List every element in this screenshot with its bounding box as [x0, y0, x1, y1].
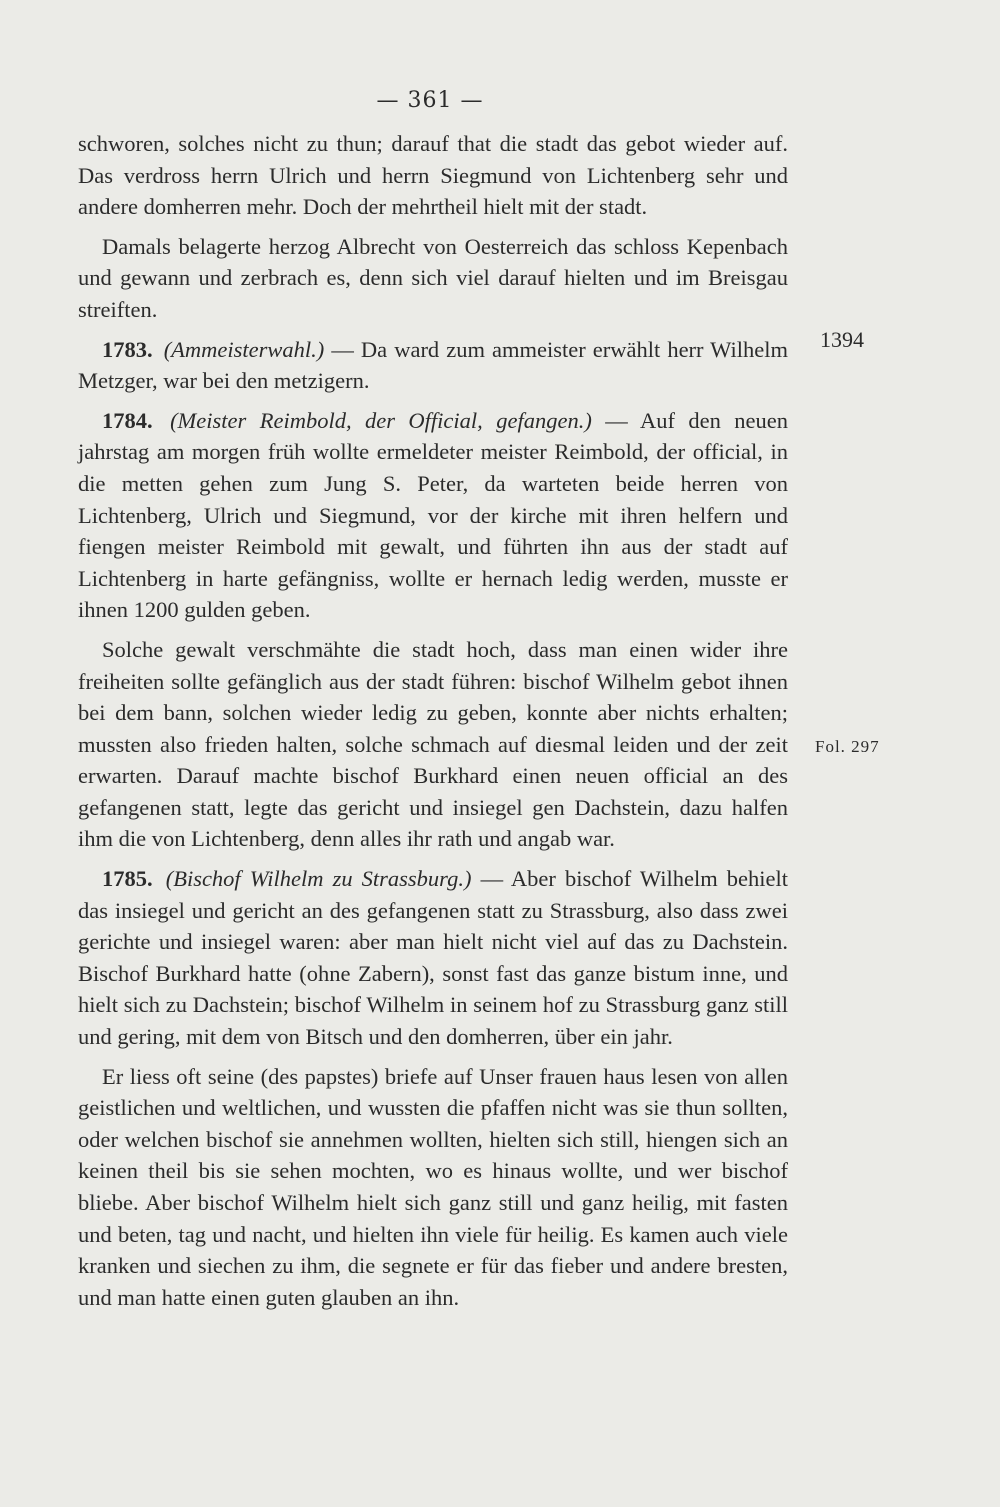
- section-title: (Bischof Wilhelm zu Strassburg.): [165, 866, 472, 892]
- section-1785: [78, 863, 788, 1053]
- paragraph-continued: [78, 128, 788, 223]
- section-title: (Meister Reimbold, der Official, gefangen.): [170, 407, 592, 433]
- paragraph-er: [78, 1061, 788, 1314]
- paragraph-text: Solche gewalt verschmähte die stadt hoch, dass man einen wider ihre freiheiten sollte gefänglich aus der stadt führen: bischof Wilhelm gebot ihnen bei dem bann, solchen wieder ledig zu geben, konnte aber nichts erhalten; mussten also frieden halten, solche schmach auf diesmal leiden und der zeit erwarten. Darauf machte bischof Burkhard einen neuen official an des gefangenen statt, legte das gericht und insiegel gen Dachstein, dazu halfen ihm die von Lichtenberg, denn alles ihr rath und angab war.: [78, 636, 788, 852]
- margin-note-folio: Fol. 297: [815, 737, 880, 756]
- paragraph-text: schworen, solches nicht zu thun; darauf that die stadt das gebot wieder auf. Das verdross herrn Ulrich und herrn Siegmund von Lichtenberg sehr und andere domherren mehr. Doch der mehrtheil hielt mit der stadt.: [78, 131, 788, 220]
- paragraph-solche: [78, 634, 788, 855]
- section-1784: [78, 405, 788, 626]
- margin-note-year: 1394: [820, 327, 864, 352]
- section-title: (Ammeisterwahl.): [163, 336, 325, 362]
- paragraph-damals: [78, 231, 788, 326]
- main-text: [78, 128, 788, 1321]
- section-1783: [78, 334, 788, 397]
- page-number: — 361 —: [376, 88, 484, 113]
- section-text: — Auf den neuen jahrstag am morgen früh wollte ermeldeter meister Reimbold, der official, in die metten gehen zum Jung S. Peter, da warteten beide herren von Lichtenberg, Ulrich und Siegmund, vor der kirche mit ihren helfern und fiengen meister Reimbold mit gewalt, und führten ihn aus der stadt auf Lichtenberg in harte gefängniss, wollte er hernach ledig werden, musste er ihnen 1200 gulden geben.: [78, 407, 789, 623]
- section-text: — Aber bischof Wilhelm behielt das insiegel und gericht an des gefangenen statt zu Strassburg, also dass zwei gerichte und insiegel waren: aber man hielt nicht viel auf das zu Dachstein. Bischof Burkhard hatte (ohne Zabern), sonst fast das ganze bistum inne, und hielt sich zu Dachstein; bischof Wilhelm in seinem hof zu Strassburg ganz still und gering, mit dem von Bitsch und den domherren, über ein jahr.: [78, 866, 788, 1050]
- section-number: 1785.: [102, 866, 153, 892]
- section-number: 1784.: [102, 407, 153, 433]
- paragraph-text: Er liess oft seine (des papstes) briefe auf Unser frauen haus lesen von allen geistlichen und weltlichen, und wussten die pfaffen nicht was sie thun sollten, oder welchen bischof sie annehmen wollten, hielten sich still, hiengen sich an keinen theil bis sie sehen mochten, wo es hinaus wollte, und wer bischof bliebe. Aber bischof Wilhelm hielt sich ganz still und ganz heilig, mit fasten und beten, tag und nacht, und hielten ihn viele für heilig. Es kamen auch viele kranken und siechen zu ihm, die segnete er für das fieber und andere bresten, und man hatte einen guten glauben an ihn.: [78, 1063, 788, 1310]
- section-number: 1783.: [102, 336, 153, 362]
- section-text: — Da ward zum ammeister erwählt herr Wilhelm Metzger, war bei den metzigern.: [78, 336, 789, 394]
- paragraph-text: Damals belagerte herzog Albrecht von Oesterreich das schloss Kepenbach und gewann und zerbrach es, denn sich viel darauf hielten und im Breisgau streiften.: [78, 233, 788, 322]
